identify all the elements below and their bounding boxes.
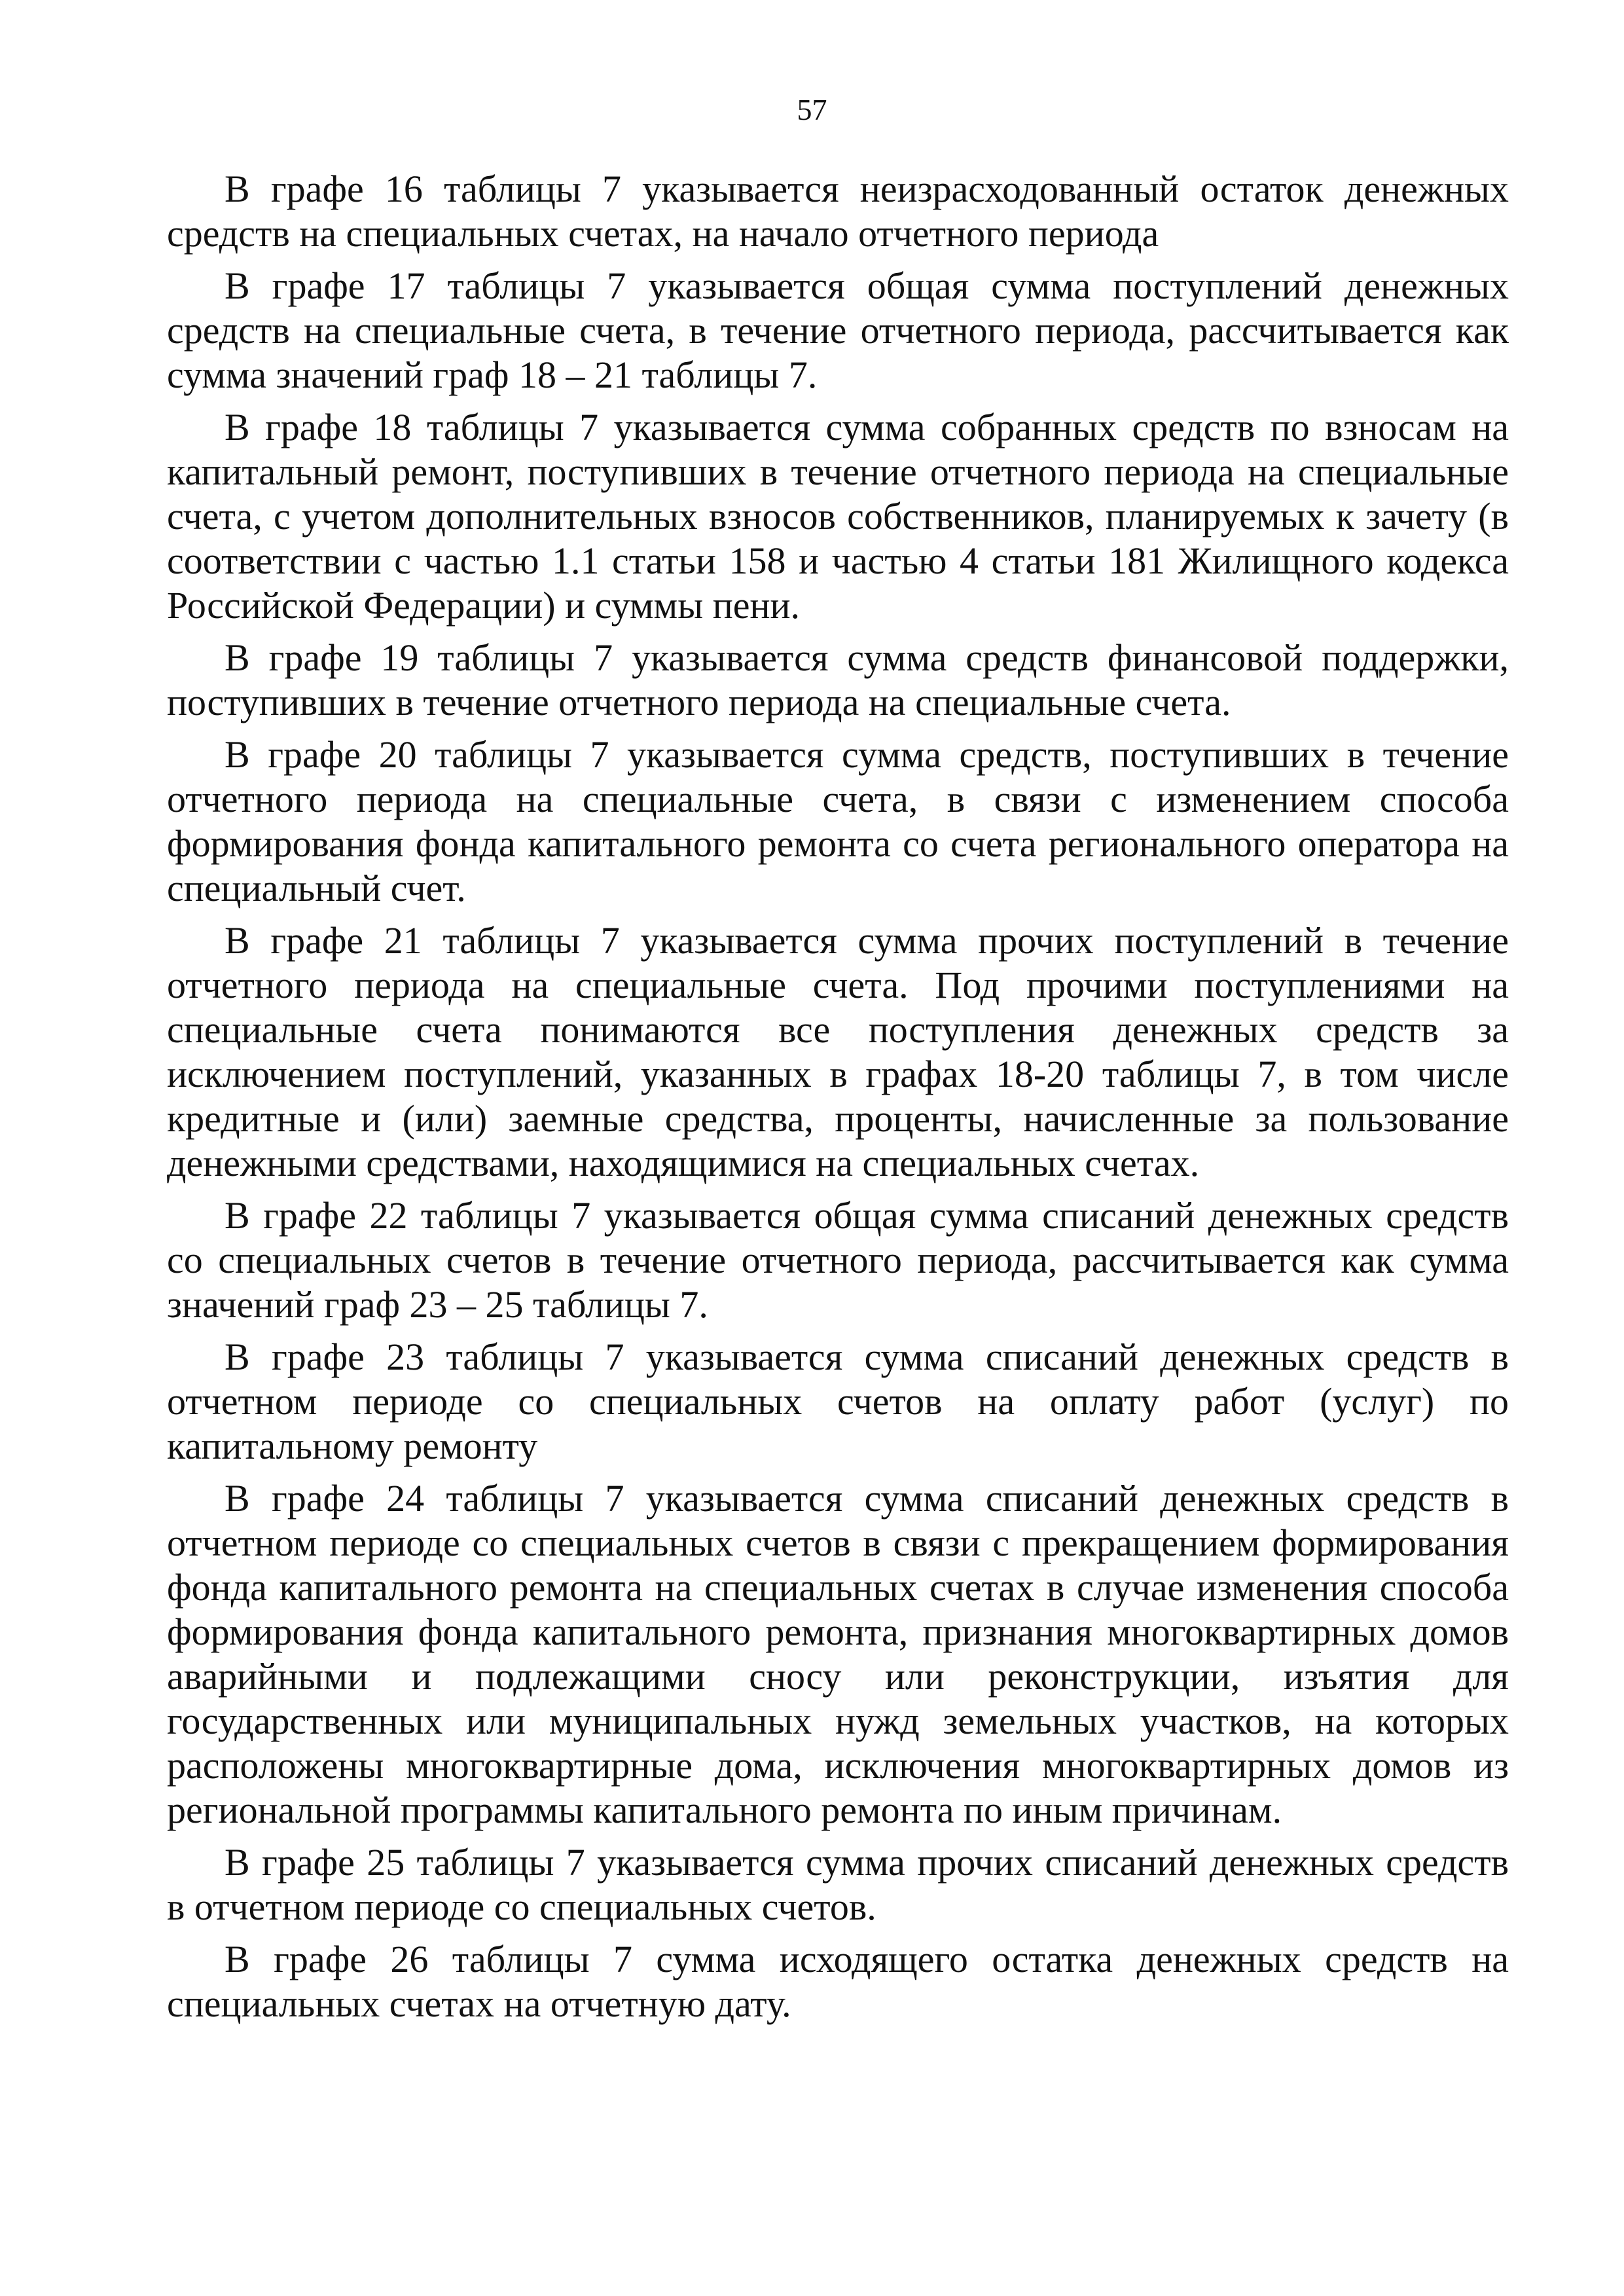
paragraph-column-17: В графе 17 таблицы 7 указывается общая сумма поступлений денежных средств на специальные счета, в течение отчетного периода, рассчитывается как сумма значений граф 18 – 21 таблицы 7. [167, 264, 1509, 396]
paragraph-column-16: В графе 16 таблицы 7 указывается неизрасходованный остаток денежных средств на специальных счетах, на начало отчетного периода [167, 168, 1509, 255]
paragraph-column-22: В графе 22 таблицы 7 указывается общая сумма списаний денежных средств со специальных счетов в течение отчетного периода, рассчитывается как сумма значений граф 23 – 25 таблицы 7. [167, 1194, 1509, 1326]
paragraph-column-19: В графе 19 таблицы 7 указывается сумма средств финансовой поддержки, поступивших в течение отчетного периода на специальные счета. [167, 636, 1509, 723]
paragraph-column-23: В графе 23 таблицы 7 указывается сумма списаний денежных средств в отчетном периоде со специальных счетов на оплату работ (услуг) по капитальному ремонту [167, 1336, 1509, 1467]
document-body [167, 167, 1509, 2034]
paragraph-column-20: В графе 20 таблицы 7 указывается сумма средств, поступивших в течение отчетного периода на специальные счета, в связи с изменением способа формирования фонда капитального ремонта со счета регионального оператора на специальный счет. [167, 733, 1509, 909]
paragraph-column-26: В графе 26 таблицы 7 сумма исходящего остатка денежных средств на специальных счетах на отчетную дату. [167, 1938, 1509, 2025]
paragraph-column-24: В графе 24 таблицы 7 указывается сумма списаний денежных средств в отчетном периоде со специальных счетов в связи с прекращением формирования фонда капитального ремонта на специальных счетах в случае изменения способа формирования фонда капитального ремонта, признания многоквартирных домов аварийными и подлежащими сносу или реконструкции, изъятия для государственных или муниципальных нужд земельных участков, на которых расположены многоквартирные дома, исключения многоквартирных домов из региональной программы капитального ремонта по иным причинам. [167, 1477, 1509, 1831]
paragraph-column-25: В графе 25 таблицы 7 указывается сумма прочих списаний денежных средств в отчетном периоде со специальных счетов. [167, 1841, 1509, 1928]
page-number: 57 [797, 93, 827, 126]
paragraph-column-21: В графе 21 таблицы 7 указывается сумма прочих поступлений в течение отчетного периода на специальные счета. Под прочими поступлениями на специальные счета понимаются все поступления денежных средств за исключением поступлений, указанных в графах 18-20 таблицы 7, в том числе кредитные и (или) заемные средства, проценты, начисленные за пользование денежными средствами, находящимися на специальных счетах. [167, 919, 1509, 1184]
paragraph-column-18: В графе 18 таблицы 7 указывается сумма собранных средств по взносам на капитальный ремонт, поступивших в течение отчетного периода на специальные счета, с учетом дополнительных взносов собственников, планируемых к зачету (в соответствии с частью 1.1 статьи 158 и частью 4 статьи 181 Жилищного кодекса Российской Федерации) и суммы пени. [167, 406, 1509, 627]
